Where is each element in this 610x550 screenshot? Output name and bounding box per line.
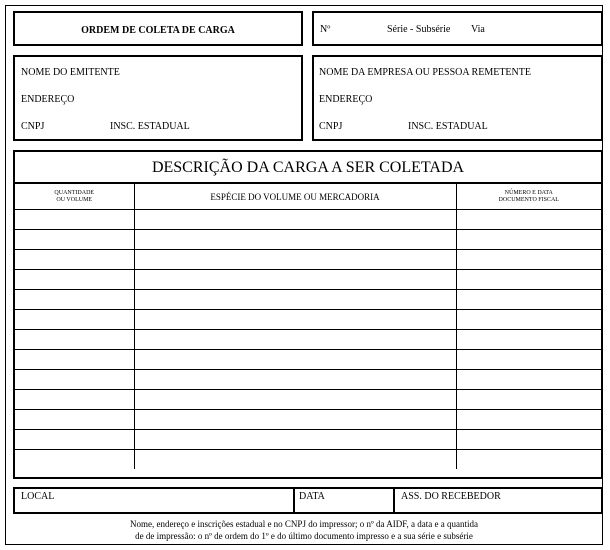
table-row — [15, 230, 601, 250]
col-quantidade-header — [15, 184, 134, 210]
form-title-box — [13, 11, 303, 46]
quantidade-cell[interactable] — [15, 270, 134, 290]
especie-cell[interactable] — [134, 290, 456, 310]
divider — [393, 489, 395, 512]
quantidade-cell[interactable] — [15, 210, 134, 230]
form-title: ORDEM DE COLETA DE CARGA — [81, 25, 235, 36]
documento-cell[interactable] — [456, 390, 601, 410]
documento-cell[interactable] — [456, 230, 601, 250]
quantidade-cell[interactable] — [15, 310, 134, 330]
col-quantidade-line2: OU VOLUME — [56, 196, 93, 203]
quantidade-cell[interactable] — [15, 350, 134, 370]
remetente-endereco-label: ENDEREÇO — [319, 94, 373, 105]
assinatura-box — [13, 487, 603, 514]
emitente-endereco-label: ENDEREÇO — [21, 94, 75, 105]
table-row — [15, 310, 601, 330]
remetente-nome-label: NOME DA EMPRESA OU PESSOA REMETENTE — [319, 67, 531, 78]
quantidade-cell[interactable] — [15, 250, 134, 270]
documento-cell[interactable] — [456, 330, 601, 350]
documento-cell[interactable] — [456, 430, 601, 450]
emitente-cnpj-label: CNPJ — [21, 121, 45, 132]
especie-cell[interactable] — [134, 350, 456, 370]
table-row — [15, 430, 601, 450]
table-row — [15, 210, 601, 230]
especie-cell[interactable] — [134, 450, 456, 470]
table-row — [15, 330, 601, 350]
documento-cell[interactable] — [456, 450, 601, 470]
serie-subserie-label: Série - Subsérie — [387, 24, 451, 35]
especie-cell[interactable] — [134, 410, 456, 430]
impressor-footer — [5, 518, 603, 542]
carga-box — [13, 150, 603, 479]
especie-cell[interactable] — [134, 370, 456, 390]
via-label: Via — [471, 24, 485, 35]
local-label: LOCAL — [21, 491, 55, 502]
documento-cell[interactable] — [456, 410, 601, 430]
especie-cell[interactable] — [134, 330, 456, 350]
quantidade-cell[interactable] — [15, 390, 134, 410]
especie-cell[interactable] — [134, 230, 456, 250]
documento-cell[interactable] — [456, 270, 601, 290]
documento-cell[interactable] — [456, 350, 601, 370]
serie-box — [312, 11, 603, 46]
table-row — [15, 410, 601, 430]
col-especie-header — [134, 184, 456, 210]
table-row — [15, 290, 601, 310]
quantidade-cell[interactable] — [15, 370, 134, 390]
table-row — [15, 370, 601, 390]
carga-title: DESCRIÇÃO DA CARGA A SER COLETADA — [15, 152, 601, 184]
quantidade-cell[interactable] — [15, 430, 134, 450]
especie-cell[interactable] — [134, 210, 456, 230]
footer-line-1: Nome, endereço e inscrições estadual e no CNPJ do impressor; o nº da AIDF, a data e a quantida — [130, 519, 478, 529]
remetente-insc-label: INSC. ESTADUAL — [408, 121, 488, 132]
quantidade-cell[interactable] — [15, 450, 134, 470]
documento-cell[interactable] — [456, 210, 601, 230]
documento-cell[interactable] — [456, 250, 601, 270]
divider — [293, 489, 295, 512]
especie-cell[interactable] — [134, 270, 456, 290]
col-numero-header — [456, 184, 601, 210]
quantidade-cell[interactable] — [15, 330, 134, 350]
recebedor-label: ASS. DO RECEBEDOR — [401, 491, 501, 502]
table-row — [15, 350, 601, 370]
table-row — [15, 450, 601, 470]
carga-table — [15, 184, 601, 469]
emitente-insc-label: INSC. ESTADUAL — [110, 121, 190, 132]
documento-cell[interactable] — [456, 290, 601, 310]
especie-cell[interactable] — [134, 250, 456, 270]
col-especie-label: ESPÉCIE DO VOLUME OU MERCADORIA — [210, 191, 380, 202]
table-row — [15, 390, 601, 410]
numero-label: Nº — [320, 24, 331, 35]
col-quantidade-line1: QUANTIDADE — [54, 189, 95, 196]
emitente-nome-label: NOME DO EMITENTE — [21, 67, 120, 78]
documento-cell[interactable] — [456, 310, 601, 330]
table-row — [15, 270, 601, 290]
data-label: DATA — [299, 491, 325, 502]
especie-cell[interactable] — [134, 390, 456, 410]
carga-header-row — [15, 184, 601, 210]
quantidade-cell[interactable] — [15, 230, 134, 250]
table-row — [15, 250, 601, 270]
col-numero-line1: NÚMERO E DATA — [504, 189, 553, 196]
remetente-cnpj-label: CNPJ — [319, 121, 343, 132]
footer-line-2: de de impressão: o nº de ordem do 1º e do último documento impresso e a sua série e subsérie — [135, 531, 473, 541]
col-numero-line2: DOCUMENTO FISCAL — [498, 196, 559, 203]
emitente-box — [13, 55, 303, 141]
remetente-box — [312, 55, 603, 141]
especie-cell[interactable] — [134, 430, 456, 450]
quantidade-cell[interactable] — [15, 410, 134, 430]
especie-cell[interactable] — [134, 310, 456, 330]
quantidade-cell[interactable] — [15, 290, 134, 310]
documento-cell[interactable] — [456, 370, 601, 390]
